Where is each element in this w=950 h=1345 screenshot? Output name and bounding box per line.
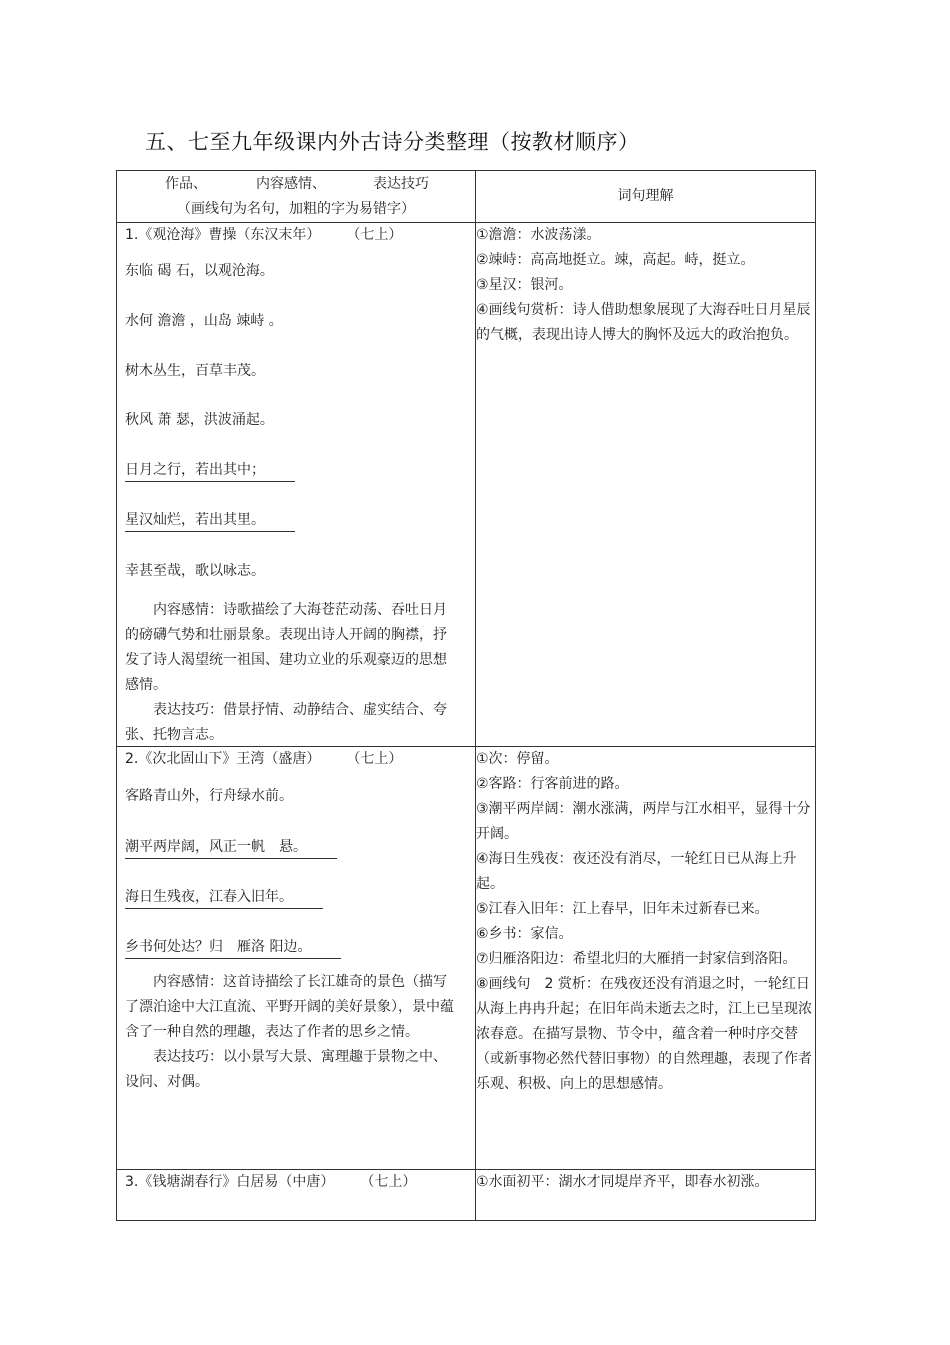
poem-line: 东临 碣 石，以观沧海。: [125, 263, 274, 279]
grade-label: （七上）: [346, 751, 403, 767]
note-item: ⑤江春入旧年：江上春早，旧年未过新春已来。: [476, 901, 769, 917]
header-technique: 表达技巧: [373, 176, 429, 192]
technique-paragraph: 表达技巧：借景抒情、动静结合、虚实结合、夸张、托物言志。: [125, 702, 447, 743]
poem-row: [117, 747, 816, 1170]
poem-table: [116, 170, 816, 1221]
poem-line: 树木丛生，百草丰茂。: [125, 363, 265, 379]
note-item: ③潮平两岸阔：潮水涨满，两岸与江水相平，显得十分开阔。: [476, 801, 811, 842]
poem-title: 3.《钱塘湖春行》白居易（中唐）: [125, 1174, 335, 1190]
technique-paragraph: 表达技巧：以小景写大景、寓理趣于景物之中、设问、对偶。: [125, 1049, 447, 1090]
poem-3-cell: [117, 1170, 476, 1221]
poem-line: 水何 澹澹 ，山岛 竦峙 。: [125, 313, 283, 329]
poem-row: [117, 223, 816, 747]
note-item: ②竦峙：高高地挺立。竦，高起。峙，挺立。: [476, 252, 755, 268]
poem-line: 秋风 萧 瑟，洪波涌起。: [125, 412, 274, 428]
poem-line-underlined: 海日生残夜，江春入旧年。: [125, 886, 323, 909]
note-item: ②客路：行客前进的路。: [476, 776, 629, 792]
note-item: ①澹澹：水波荡漾。: [476, 227, 601, 243]
note-item: ③星汉：银河。: [476, 277, 573, 293]
poem-heading: [117, 1170, 475, 1195]
poem-2-cell: [117, 747, 476, 1170]
header-note: （画线句为名句，加粗的字为易错字）: [177, 201, 415, 217]
poem-line-underlined: 乡书何处达？归 雁洛 阳边。: [125, 936, 341, 959]
poem-line: 幸甚至哉，歌以咏志。: [125, 563, 265, 579]
poem-heading: [117, 747, 475, 772]
poem-line: 客路青山外，行舟绿水前。: [125, 788, 293, 804]
poem-heading: [117, 223, 475, 248]
poem-title: 1.《观沧海》曹操（东汉末年）: [125, 227, 321, 243]
poem-row: [117, 1170, 816, 1221]
poem-2-notes: [476, 747, 816, 1170]
page-title: 五、七至九年级课内外古诗分类整理（按教材顺序）: [145, 130, 640, 154]
poem-1-notes: [476, 223, 816, 747]
note-item: ①次：停留。: [476, 751, 559, 767]
poem-3-notes: [476, 1170, 816, 1221]
header-right-cell: 词句理解: [476, 171, 816, 223]
poem-1-cell: [117, 223, 476, 747]
header-work: 作品、: [165, 176, 207, 192]
poem-line-underlined: 日月之行，若出其中；: [125, 459, 295, 482]
grade-label: （七上）: [360, 1174, 417, 1190]
note-item: ⑧画线句 2 赏析：在残夜还没有消退之时，一轮红日从海上冉冉升起；在旧年尚未逝去之时，江上已呈现浓浓春意。在描写景物、节令中，蕴含着一种时序交替（或新事物必然代替旧事物）的自然理趣，表现了作者乐观、积极、向上的思想感情。: [476, 976, 812, 1092]
content-paragraph: 内容感情：诗歌描绘了大海苍茫动荡、吞吐日月的磅礴气势和壮丽景象。表现出诗人开阔的胸襟，抒发了诗人渴望统一祖国、建功立业的乐观豪迈的思想感情。: [125, 602, 447, 693]
note-item: ④海日生残夜：夜还没有消尽，一轮红日已从海上升起。: [476, 851, 797, 892]
poem-line-underlined: 潮平两岸阔，风正一帆 悬。: [125, 836, 337, 859]
note-item: ④画线句赏析：诗人借助想象展现了大海吞吐日月星辰的气概，表现出诗人博大的胸怀及远大的政治抱负。: [476, 302, 811, 343]
note-item: ①水面初平：湖水才同堤岸齐平，即春水初涨。: [476, 1174, 769, 1190]
note-item: ⑦归雁洛阳边：希望北归的大雁捎一封家信到洛阳。: [476, 951, 797, 967]
poem-line-underlined: 星汉灿烂，若出其里。: [125, 509, 295, 532]
content-paragraph: 内容感情：这首诗描绘了长江雄奇的景色（描写了漂泊途中大江直流、平野开阔的美好景象），景中蕴含了一种自然的理趣，表达了作者的思乡之情。: [125, 974, 454, 1040]
header-left-cell: [117, 171, 476, 223]
table-header-row: [117, 171, 816, 223]
poem-title: 2.《次北固山下》王湾（盛唐）: [125, 751, 321, 767]
note-item: ⑥乡书：家信。: [476, 926, 573, 942]
grade-label: （七上）: [346, 227, 403, 243]
header-content: 内容感情、: [256, 176, 326, 192]
